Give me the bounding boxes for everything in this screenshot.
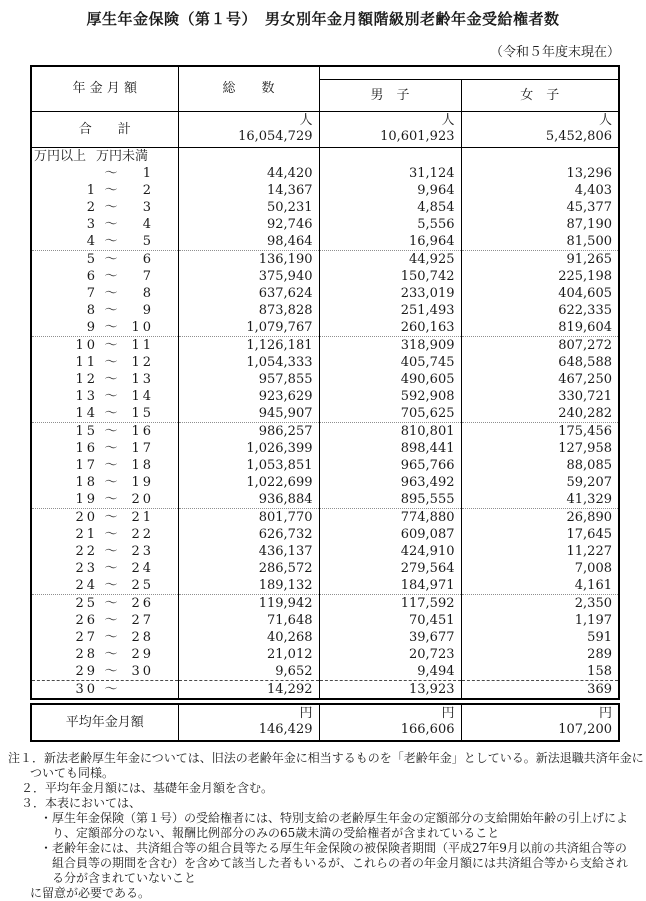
class-lower-bound: 5 [86,251,98,267]
tilde-separator: ～ [104,423,118,439]
table-row [31,302,619,319]
table-row [31,663,619,681]
female-value: 622,335 [461,302,619,319]
class-upper-bound: 14 [131,388,154,404]
female-value: 648,588 [461,354,619,371]
total-value: 14,367 [178,182,319,199]
female-value: 369 [461,680,619,699]
table-row [31,285,619,302]
average-row [31,704,619,741]
class-lower-bound: 4 [86,233,98,249]
header-total: 総 数 [178,66,319,111]
female-value: 91,265 [461,250,619,268]
amount-class-cell [31,457,178,474]
male-value: 898,441 [319,440,461,457]
amount-class-cell [31,165,178,182]
class-lower-bound: 19 [75,491,98,507]
total-value: 936,884 [178,491,319,509]
female-value: 404,605 [461,285,619,302]
class-lower-bound: 18 [75,474,98,490]
tilde-separator: ～ [104,165,118,181]
total-value: 957,855 [178,371,319,388]
total-value: 92,746 [178,216,319,233]
tilde-separator: ～ [104,285,118,301]
table-row [31,543,619,560]
tilde-separator: ～ [104,629,118,645]
table-row [31,491,619,509]
unit-persons: 人 [441,112,455,128]
amount-class-cell [31,302,178,319]
female-value: 127,958 [461,440,619,457]
note-line: ３．本表においては、 [21,795,142,810]
class-upper-bound: 1 [142,165,154,181]
table-row [31,560,619,577]
female-value: 81,500 [461,233,619,251]
tilde-separator: ～ [104,560,118,576]
male-value: 424,910 [319,543,461,560]
class-range-header-row [31,147,619,165]
tilde-separator: ～ [104,405,118,421]
class-upper-bound: 11 [131,337,154,353]
table-row [31,422,619,440]
total-value: 923,629 [178,388,319,405]
note-line: 注１．新法老齢厚生年金については、旧法の老齢年金に相当するものを「老齢年金」としている。新法退職共済年金に [8,750,644,765]
class-lower-bound: 17 [75,457,98,473]
tilde-separator: ～ [104,577,118,593]
male-value: 9,964 [319,182,461,199]
table-row [31,594,619,612]
class-upper-bound: 3 [142,199,154,215]
tilde-separator: ～ [104,663,118,679]
amount-class-cell [31,646,178,663]
class-lower-bound: 16 [75,440,98,456]
amount-class-cell [31,680,178,699]
class-upper-bound: 19 [131,474,154,490]
amount-class-cell [31,612,178,629]
class-upper-bound: 16 [131,423,154,439]
class-upper-bound: 27 [131,612,154,628]
class-upper-bound: 30 [131,663,154,679]
female-value: 1,197 [461,612,619,629]
total-value: 119,942 [178,594,319,612]
female-value: 4,403 [461,182,619,199]
amount-class-cell [31,216,178,233]
amount-class-cell [31,526,178,543]
class-lower-bound: 27 [75,629,98,645]
class-upper-bound: 6 [142,251,154,267]
table-row [31,457,619,474]
table-row [31,577,619,595]
total-value: 1,053,851 [178,457,319,474]
class-upper-bound: 5 [142,233,154,249]
table-row [31,388,619,405]
empty-cell [319,147,461,165]
grand-total-total-cell [178,111,319,147]
amount-class-cell [31,508,178,526]
grand-total-male-cell [319,111,461,147]
total-value: 873,828 [178,302,319,319]
average-label: 平均年金月額 [65,714,144,730]
female-value: 591 [461,629,619,646]
amount-class-cell [31,285,178,302]
grand-total-male-value: 10,601,923 [380,128,455,144]
total-value: 436,137 [178,543,319,560]
amount-class-cell [31,268,178,285]
unit-yen: 円 [299,705,313,721]
class-lower-bound: 29 [75,663,98,679]
male-value: 318,909 [319,336,461,354]
table-row [31,319,619,337]
class-upper-bound: 10 [131,319,154,335]
total-value: 9,652 [178,663,319,681]
class-upper-bound: 2 [142,182,154,198]
tilde-separator: ～ [104,526,118,542]
unit-yen: 円 [441,705,455,721]
average-female-value: 107,200 [558,721,612,737]
class-lower-bound: 11 [75,354,98,370]
male-value: 184,971 [319,577,461,595]
total-value: 98,464 [178,233,319,251]
male-value: 39,677 [319,629,461,646]
total-value: 21,012 [178,646,319,663]
tilde-separator: ～ [104,337,118,353]
table-row [31,629,619,646]
grand-total-total-value: 16,054,729 [238,128,313,144]
total-value: 1,126,181 [178,336,319,354]
class-lower-bound: 10 [75,337,98,353]
range-lower-label: 万円以上 [34,148,87,164]
class-upper-bound: 26 [131,595,154,611]
female-value: 13,296 [461,165,619,182]
tilde-separator: ～ [104,199,118,215]
female-value: 11,227 [461,543,619,560]
tilde-separator: ～ [104,457,118,473]
total-value: 40,268 [178,629,319,646]
tilde-separator: ～ [104,233,118,249]
class-upper-bound: 12 [131,354,154,370]
unit-persons: 人 [598,112,612,128]
grand-total-female-value: 5,452,806 [545,128,612,144]
class-lower-bound: 21 [75,526,98,542]
total-value: 71,648 [178,612,319,629]
amount-class-cell [31,440,178,457]
grand-total-female-cell [461,111,619,147]
male-value: 31,124 [319,165,461,182]
average-total-cell [178,704,319,741]
class-range-header-cell [31,147,178,165]
male-value: 251,493 [319,302,461,319]
range-upper-label: 万円未満 [96,148,149,164]
total-value: 375,940 [178,268,319,285]
table-row [31,508,619,526]
empty-cell [461,147,619,165]
tilde-separator: ～ [104,543,118,559]
tilde-separator: ～ [104,509,118,525]
female-value: 41,329 [461,491,619,509]
total-value: 44,420 [178,165,319,182]
amount-class-cell [31,319,178,337]
class-upper-bound: 13 [131,371,154,387]
tilde-separator: ～ [104,474,118,490]
male-value: 895,555 [319,491,461,509]
class-lower-bound: 2 [86,199,98,215]
male-value: 609,087 [319,526,461,543]
female-value: 289 [461,646,619,663]
female-value: 88,085 [461,457,619,474]
class-lower-bound: 12 [75,371,98,387]
average-table [30,703,620,742]
table-row [31,405,619,423]
class-upper-bound: 20 [131,491,154,507]
header-gender-spacer [319,66,619,79]
total-value: 945,907 [178,405,319,423]
average-male-cell [319,704,461,741]
class-lower-bound: 8 [86,302,98,318]
class-lower-bound: 13 [75,388,98,404]
male-value: 965,766 [319,457,461,474]
class-upper-bound: 15 [131,405,154,421]
total-value: 1,022,699 [178,474,319,491]
amount-class-cell [31,491,178,509]
female-value: 59,207 [461,474,619,491]
class-upper-bound: 4 [142,216,154,232]
note-line: 組合員等の期間を含む）を含めて該当した者もいるが、これらの者の年金月額には共済組合等から支給され [52,855,629,870]
table-row [31,233,619,251]
female-value: 87,190 [461,216,619,233]
empty-cell [178,147,319,165]
note-line: ・老齢年金には、共済組合等の組合員等たる厚生年金保険の被保険者期間（平成27年9月以前の共済組合等の [40,840,627,855]
female-value: 225,198 [461,268,619,285]
table-row [31,250,619,268]
table-row [31,354,619,371]
amount-class-cell [31,543,178,560]
male-value: 150,742 [319,268,461,285]
table-row [31,268,619,285]
grand-total-label: 合 計 [31,111,178,147]
amount-class-cell [31,594,178,612]
total-value: 626,732 [178,526,319,543]
male-value: 70,451 [319,612,461,629]
class-upper-bound [124,681,154,698]
table-row [31,646,619,663]
class-upper-bound: 29 [131,646,154,662]
female-value: 175,456 [461,422,619,440]
total-value: 1,079,767 [178,319,319,337]
male-value: 5,556 [319,216,461,233]
page-title: 厚生年金保険（第１号） 男女別年金月額階級別老齢年金受給権者数 [86,10,560,28]
table-row [31,440,619,457]
amount-class-cell [31,405,178,423]
note-line: ・厚生年金保険（第１号）の受給権者には、特別支給の老齢厚生年金の定額部分の支給開始年齢の引上げによ [40,810,629,825]
class-upper-bound: 23 [131,543,154,559]
amount-class-cell [31,388,178,405]
tilde-separator: ～ [104,681,118,697]
amount-class-cell [31,354,178,371]
note-line: ２．平均年金月額には、基礎年金月額を含む。 [21,780,274,795]
amount-class-cell [31,629,178,646]
male-value: 774,880 [319,508,461,526]
female-value: 45,377 [461,199,619,216]
male-value: 4,854 [319,199,461,216]
female-value: 7,008 [461,560,619,577]
total-value: 637,624 [178,285,319,302]
average-total-value: 146,429 [258,721,313,737]
male-value: 705,625 [319,405,461,423]
class-lower-bound: 24 [75,577,98,593]
table-row [31,371,619,388]
male-value: 20,723 [319,646,461,663]
class-lower-bound: 9 [86,319,98,335]
pension-table [30,65,620,700]
class-lower-bound: 20 [75,509,98,525]
female-value: 17,645 [461,526,619,543]
male-value: 490,605 [319,371,461,388]
class-lower-bound: 28 [75,646,98,662]
female-value: 240,282 [461,405,619,423]
class-lower-bound: 22 [75,543,98,559]
total-value: 14,292 [178,680,319,699]
class-upper-bound: 25 [131,577,154,593]
class-lower-bound: 15 [75,423,98,439]
female-value: 330,721 [461,388,619,405]
tilde-separator: ～ [104,268,118,284]
table-row [31,526,619,543]
tilde-separator: ～ [104,371,118,387]
tilde-separator: ～ [104,388,118,404]
total-value: 136,190 [178,250,319,268]
amount-class-cell [31,199,178,216]
female-value: 26,890 [461,508,619,526]
class-lower-bound: 30 [75,681,98,697]
class-upper-bound: 17 [131,440,154,456]
amount-class-cell [31,371,178,388]
male-value: 260,163 [319,319,461,337]
unit-persons: 人 [299,112,313,128]
class-lower-bound: 26 [75,612,98,628]
male-value: 13,923 [319,680,461,699]
class-lower-bound: 23 [75,560,98,576]
header-male: 男 子 [319,79,461,111]
total-value: 986,257 [178,422,319,440]
tilde-separator: ～ [104,595,118,611]
tilde-separator: ～ [104,646,118,662]
female-value: 807,272 [461,336,619,354]
as-of-date: （令和５年度末現在） [489,45,620,60]
note-line: ついても同様。 [30,765,115,780]
class-lower-bound: 3 [86,216,98,232]
table-row [31,216,619,233]
amount-class-cell [31,560,178,577]
male-value: 592,908 [319,388,461,405]
tilde-separator: ～ [104,440,118,456]
class-upper-bound: 7 [142,268,154,284]
table-row [31,182,619,199]
unit-yen: 円 [598,705,612,721]
female-value: 4,161 [461,577,619,595]
total-value: 1,054,333 [178,354,319,371]
tilde-separator: ～ [104,319,118,335]
tilde-separator: ～ [104,354,118,370]
total-value: 801,770 [178,508,319,526]
average-male-value: 166,606 [400,721,455,737]
tilde-separator: ～ [104,216,118,232]
table-row [31,165,619,182]
class-upper-bound: 22 [131,526,154,542]
total-value: 189,132 [178,577,319,595]
tilde-separator: ～ [104,491,118,507]
note-line: る分が含まれていないこと [52,870,197,885]
total-value: 1,026,399 [178,440,319,457]
tilde-separator: ～ [104,612,118,628]
female-value: 819,604 [461,319,619,337]
male-value: 279,564 [319,560,461,577]
amount-class-cell [31,233,178,251]
class-lower-bound: 6 [86,268,98,284]
class-lower-bound: 14 [75,405,98,421]
class-upper-bound: 9 [142,302,154,318]
female-value: 467,250 [461,371,619,388]
tilde-separator: ～ [104,251,118,267]
table-row [31,336,619,354]
grand-total-row [31,111,619,147]
amount-class-cell [31,250,178,268]
average-female-cell [461,704,619,741]
total-value: 286,572 [178,560,319,577]
amount-class-cell [31,474,178,491]
total-value: 50,231 [178,199,319,216]
header-amount-class: 年 金 月 額 [31,66,178,111]
male-value: 9,494 [319,663,461,681]
male-value: 44,925 [319,250,461,268]
header-female: 女 子 [461,79,619,111]
class-rows-body [31,111,619,699]
class-upper-bound: 18 [131,457,154,473]
class-upper-bound: 21 [131,509,154,525]
amount-class-cell [31,577,178,595]
female-value: 2,350 [461,594,619,612]
class-upper-bound: 28 [131,629,154,645]
amount-class-cell [31,422,178,440]
table-row [31,474,619,491]
class-lower-bound: 1 [86,182,98,198]
amount-class-cell [31,182,178,199]
tilde-separator: ～ [104,182,118,198]
footnotes [0,751,646,901]
table-row [31,612,619,629]
tilde-separator: ～ [104,302,118,318]
male-value: 963,492 [319,474,461,491]
note-line: り、定額部分のない、報酬比例部分のみの65歳未満の受給権者が含まれていること [52,825,500,840]
note-line: に留意が必要である。 [30,885,151,900]
male-value: 16,964 [319,233,461,251]
male-value: 405,745 [319,354,461,371]
female-value: 158 [461,663,619,681]
amount-class-cell [31,336,178,354]
class-lower-bound: 7 [86,285,98,301]
table-row [31,199,619,216]
table-row [31,680,619,699]
male-value: 117,592 [319,594,461,612]
class-upper-bound: 24 [131,560,154,576]
male-value: 810,801 [319,422,461,440]
male-value: 233,019 [319,285,461,302]
class-lower-bound [32,165,98,182]
class-lower-bound: 25 [75,595,98,611]
amount-class-cell [31,663,178,681]
class-upper-bound: 8 [142,285,154,301]
